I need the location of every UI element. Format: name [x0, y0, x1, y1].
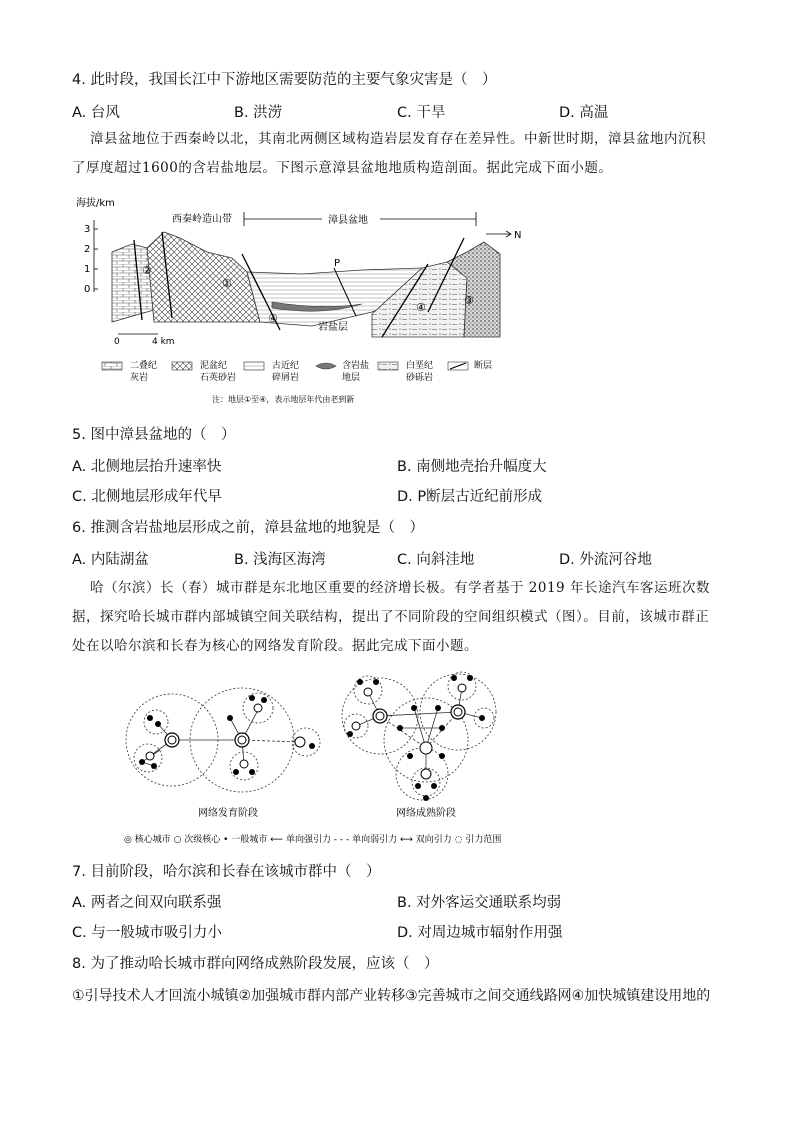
legend-salt-stratum — [316, 359, 369, 383]
q6-option-d: D. 外流河谷地 — [559, 552, 652, 568]
intro-2-line-1: 哈（尔滨）长（春）城市群是东北地区重要的经济增长极。有学者基于 2019 年长途汽车客运班次数 — [90, 580, 710, 596]
question-4-stem: 4. 此时段，我国长江中下游地区需要防范的主要气象灾害是（ ） — [72, 72, 497, 88]
network-mature-nodes — [347, 675, 485, 801]
q5-option-c: C. 北侧地层形成年代早 — [72, 489, 222, 505]
y-tick-3: 3 — [84, 224, 91, 235]
svg-text:泥盆纪: 泥盆纪 — [200, 361, 228, 371]
svg-text:白垩纪: 白垩纪 — [406, 361, 434, 371]
west-qinling-label: 西秦岭造山带 — [172, 214, 232, 225]
q4-option-c: C. 干旱 — [397, 105, 446, 121]
q5-option-d: D. P断层古近纪前形成 — [397, 489, 543, 505]
salt-layer-label: 岩盐层 — [318, 322, 348, 333]
intro-1-line-2: 了厚度超过1600的含岩盐地层。下图示意漳县盆地地质构造剖面。据此完成下面小题。 — [72, 160, 613, 176]
fault-p-label: P — [334, 258, 341, 269]
q6-option-c: C. 向斜洼地 — [397, 552, 475, 568]
question-7-stem: 7. 目前阶段，哈尔滨和长春在该城市群中（ ） — [72, 864, 381, 880]
q7-option-a: A. 两者之间双向联系强 — [72, 895, 222, 911]
q7-option-b: B. 对外客运交通联系均弱 — [397, 895, 562, 911]
legend-permian-limestone — [102, 359, 157, 383]
y-tick-0: 0 — [84, 284, 91, 295]
q4-option-a: A. 台风 — [72, 105, 120, 121]
svg-text:地层: 地层 — [342, 373, 361, 383]
svg-text:砂砾岩: 砂砾岩 — [406, 373, 434, 383]
legend-paleogene-clastic — [244, 359, 299, 383]
y-tick-1: 1 — [84, 264, 91, 275]
scale-zero: 0 — [114, 337, 120, 347]
legend-devonian-quartz — [172, 359, 236, 383]
stage-1-label: 网络发育阶段 — [198, 808, 258, 819]
q4-option-d: D. 高温 — [559, 105, 609, 121]
network-developing-diagram — [126, 688, 320, 792]
intro-2-line-3: 处在以哈尔滨和长春为核心的网络发育阶段。据此完成下面小题。 — [72, 638, 478, 654]
q6-option-a: A. 内陆湖盆 — [72, 552, 149, 568]
svg-text:含岩盐: 含岩盐 — [342, 361, 370, 371]
layer-num-1: ① — [222, 277, 232, 290]
q4-option-b: B. 洪涝 — [234, 105, 283, 121]
network-developing-nodes — [139, 695, 315, 775]
scale-four-km: 4 km — [152, 337, 175, 347]
q5-option-b: B. 南侧地壳抬升幅度大 — [397, 459, 547, 475]
stage-2-label: 网络成熟阶段 — [396, 808, 456, 819]
intro-2-line-2: 据，探究哈长城市群内部城镇空间关联结构，提出了不同阶段的空间组织模式（图）。目前，该城市群正 — [72, 609, 710, 625]
svg-text:古近纪: 古近纪 — [272, 361, 300, 371]
city-network-figure — [120, 668, 580, 850]
basin-label: 漳县盆地 — [328, 215, 368, 226]
question-8-stem: 8. 为了推动哈长城市群向网络成熟阶段发展，应该（ ） — [72, 956, 439, 972]
y-axis-label: 海拔/km — [76, 198, 115, 209]
layer-num-4-left: ④ — [268, 312, 278, 325]
figure-note: 注：地层①至④，表示地层年代由老到新 — [212, 395, 355, 404]
geologic-section-figure — [72, 192, 522, 410]
legend-cretaceous-gravel — [378, 359, 433, 383]
legend-fault — [448, 359, 492, 371]
question-5-stem: 5. 图中漳县盆地的（ ） — [72, 427, 236, 443]
svg-text:二叠纪: 二叠纪 — [130, 361, 158, 371]
network-legend: ◎ 核心城市 ○ 次级核心 • 一般城市 ⟵ 单向强引力 - - - 单向弱引力 ⟷ 双向引力 ◌ 引力范围 — [124, 835, 502, 845]
q7-option-d: D. 对周边城市辐射作用强 — [397, 925, 563, 941]
svg-text:灰岩: 灰岩 — [130, 373, 149, 383]
svg-text:石英砂岩: 石英砂岩 — [200, 373, 237, 383]
layer-num-4-right: ④ — [416, 301, 426, 314]
intro-1-line-1: 漳县盆地位于西秦岭以北，其南北两侧区域构造岩层发育存在差异性。中新世时期，漳县盆地内沉积 — [90, 131, 706, 147]
question-6-stem: 6. 推测含岩盐地层形成之前，漳县盆地的地貌是（ ） — [72, 520, 424, 536]
q7-option-c: C. 与一般城市吸引力小 — [72, 925, 222, 941]
q8-choices-line: ①引导技术人才回流小城镇②加强城市群内部产业转移③完善城市之间交通线路网④加快城镇建设用地的 — [72, 988, 711, 1004]
svg-text:碎屑岩: 碎屑岩 — [272, 373, 300, 383]
layer-num-3: ③ — [464, 294, 474, 307]
svg-text:断层: 断层 — [474, 361, 493, 371]
north-label: N — [514, 230, 522, 241]
q5-option-a: A. 北侧地层抬升速率快 — [72, 459, 222, 475]
layer-num-2: ② — [142, 264, 152, 277]
q6-option-b: B. 浅海区海湾 — [234, 552, 326, 568]
y-tick-2: 2 — [84, 244, 91, 255]
